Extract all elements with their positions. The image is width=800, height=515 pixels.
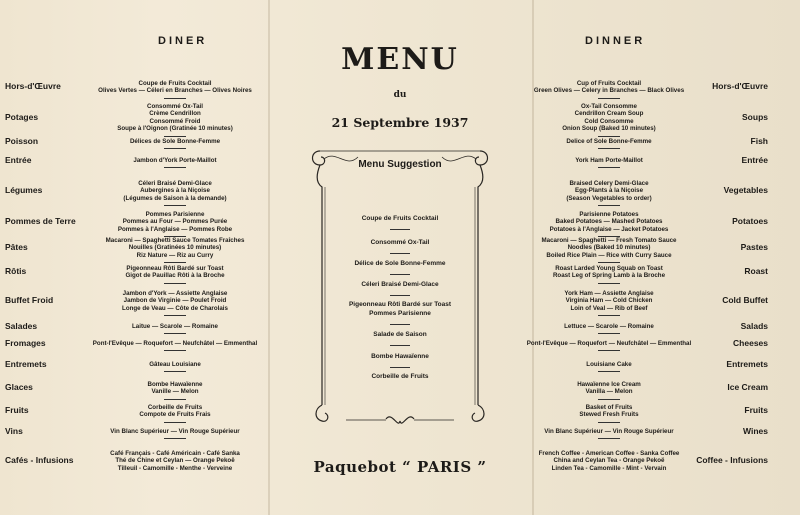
left-menu-item: Compote de Fruits Frais xyxy=(139,411,211,419)
left-menu-item: Café Français - Café Américain - Café Sanka xyxy=(110,450,240,457)
right-course-category: Roast xyxy=(744,266,768,277)
left-menu-item: Vanille — Melon xyxy=(151,388,199,396)
right-menu-item: Louisiane Cake xyxy=(586,361,632,368)
suggestion-title: Menu Suggestion xyxy=(358,159,442,170)
right-course-separator xyxy=(598,350,620,351)
right-course-items xyxy=(509,265,709,280)
left-menu-item: Nouilles (Gratinées 10 minutes) xyxy=(128,244,222,252)
right-menu-item: Delice of Sole Bonne-Femme xyxy=(566,138,652,145)
left-menu-item: Longe de Veau — Côte de Charolais xyxy=(122,304,228,312)
right-course-items xyxy=(509,381,709,396)
date-prefix: du xyxy=(393,90,407,100)
right-course-category: Potatoes xyxy=(732,216,768,227)
right-menu-item: Vin Blanc Supérieur — Vin Rouge Supérieur xyxy=(544,428,674,435)
left-menu-item: Jambon d'York Porte-Maillot xyxy=(133,157,217,164)
right-menu-item: Lettuce — Scarole — Romaine xyxy=(564,323,654,330)
ornamental-frame xyxy=(306,143,494,433)
left-course-category: Glaces xyxy=(5,382,33,393)
left-menu-item: Thé de Chine et Ceylan — Orange Pekoë xyxy=(115,457,235,465)
left-course-category: Entrée xyxy=(5,154,32,165)
right-menu-item: York Ham Porte-Maillot xyxy=(575,157,643,164)
right-course-category: Hors-d'Œuvre xyxy=(712,81,768,92)
left-menu-item: Soupe à l'Oignon (Gratinée 10 minutes) xyxy=(117,125,233,133)
left-course-category: Rôtis xyxy=(5,266,27,277)
left-menu-item: Riz Nature — Riz au Curry xyxy=(136,251,214,259)
left-menu-item: Consommé Froid xyxy=(149,117,201,125)
left-menu-item: Pommes à l'Anglaise — Pommes Robe xyxy=(117,225,233,233)
suggestion-separator xyxy=(390,345,410,346)
left-course-category: Poisson xyxy=(5,135,39,146)
ship-name: Paquebot “ PARIS ” xyxy=(313,458,487,476)
left-heading: DINER xyxy=(158,35,208,47)
right-course-items xyxy=(509,340,709,347)
left-menu-item: Macaroni — Spaghetti Sauce Tomates Fraîches xyxy=(105,237,245,244)
left-course-category: Buffet Froid xyxy=(5,295,54,306)
left-course-category: Pommes de Terre xyxy=(5,216,76,227)
left-course-items xyxy=(75,361,275,368)
right-course-category: Cold Buffet xyxy=(722,295,768,306)
right-heading: DINNER xyxy=(585,35,646,47)
right-menu-item: Parisienne Potatoes xyxy=(579,211,639,218)
left-course-items xyxy=(75,340,275,347)
right-course-category: Pastes xyxy=(740,242,768,253)
left-menu-item: Pommes au Four — Pommes Purée xyxy=(122,218,228,226)
right-course-category: Wines xyxy=(743,425,768,436)
left-menu-item: Aubergines à la Niçoise xyxy=(140,187,210,195)
left-course-category: Vins xyxy=(5,425,23,436)
left-course-category: Pâtes xyxy=(5,242,28,253)
left-course-category: Entremets xyxy=(5,358,47,369)
right-menu-item: Potatoes à l'Anglaise — Jacket Potatoes xyxy=(549,225,669,233)
left-menu-item: Gâteau Louisiane xyxy=(149,361,201,368)
left-menu-item: (Légumes de Saison à la demande) xyxy=(123,194,227,202)
left-course-category: Potages xyxy=(5,111,39,122)
left-menu-item: Vin Blanc Supérieur — Vin Rouge Supérieur xyxy=(110,428,240,435)
left-course-items xyxy=(75,180,275,202)
right-course-separator xyxy=(598,136,620,137)
right-course-separator xyxy=(598,438,620,439)
left-menu-item: Laitue — Scarole — Romaine xyxy=(132,323,218,330)
right-course-separator xyxy=(598,422,620,423)
left-course-separator xyxy=(164,136,186,137)
suggestion-item: Coupe de Fruits Cocktail xyxy=(361,215,439,222)
right-course-category: Entremets xyxy=(726,358,768,369)
left-menu-item: Bombe Hawaïenne xyxy=(147,381,203,388)
left-menu-item: Pont-l'Evêque — Roquefort — Neufchâtel — Emmenthal xyxy=(92,340,258,347)
left-course-separator xyxy=(164,422,186,423)
right-menu-item: China and Ceylan Tea - Orange Pekoë xyxy=(553,457,665,465)
suggestion-separator xyxy=(390,324,410,325)
suggestion-item: Consommé Ox-Tail xyxy=(370,239,430,246)
right-course-category: Coffee - Infusions xyxy=(696,455,768,466)
left-course-category: Fruits xyxy=(5,405,29,416)
right-menu-item: Onion Soup (Baked 10 minutes) xyxy=(562,125,656,133)
right-course-category: Cheeses xyxy=(733,337,768,348)
left-menu-item: Délices de Sole Bonne-Femme xyxy=(129,138,221,145)
right-menu-item: Roast Larded Young Squab on Toast xyxy=(555,265,663,272)
right-menu-item: Virginia Ham — Cold Chicken xyxy=(565,297,653,305)
suggestion-item: Délice de Sole Bonne-Femme xyxy=(354,260,446,267)
right-course-category: Vegetables xyxy=(723,185,768,196)
right-menu-item: Egg-Plants à la Niçoise xyxy=(574,187,644,195)
right-menu-item: Noodles (Baked 10 minutes) xyxy=(567,244,651,252)
right-course-items xyxy=(509,428,709,435)
left-course-category: Salades xyxy=(5,320,38,331)
right-course-separator xyxy=(598,399,620,400)
right-course-separator xyxy=(598,205,620,206)
right-menu-item: Cup of Fruits Cocktail xyxy=(576,80,642,87)
left-course-items xyxy=(75,323,275,330)
left-course-items xyxy=(75,265,275,280)
suggestion-item: Pommes Parisienne xyxy=(369,310,431,317)
right-menu-item: Hawaïenne Ice Cream xyxy=(577,381,641,388)
left-course-category: Cafés - Infusions xyxy=(5,455,74,466)
left-course-category: Légumes xyxy=(5,185,43,196)
suggestion-separator xyxy=(390,295,410,296)
right-menu-item: Baked Potatoes — Mashed Potatoes xyxy=(555,218,663,226)
suggestion-separator xyxy=(390,253,410,254)
left-menu-item: Céleri Braisé Demi-Glace xyxy=(138,180,212,187)
right-course-items xyxy=(509,180,709,202)
right-course-category: Ice Cream xyxy=(727,382,768,393)
right-course-items xyxy=(509,404,709,419)
right-menu-item: Green Olives — Celery in Branches — Black Olives xyxy=(533,87,685,95)
right-menu-item: French Coffee - American Coffee - Sanka Coffee xyxy=(538,450,680,457)
menu-title: MENU xyxy=(341,42,459,77)
left-course-items xyxy=(75,428,275,435)
right-course-category: Entrée xyxy=(741,154,768,165)
left-menu-item: Corbeille de Fruits xyxy=(147,404,203,411)
right-menu-item: Loin of Veal — Rib of Beef xyxy=(570,304,648,312)
right-menu-item: Macaroni — Spaghetti — Fresh Tomato Sauce xyxy=(541,237,677,244)
right-course-items xyxy=(509,361,709,368)
right-menu-item: York Ham — Assiette Anglaise xyxy=(564,290,654,297)
left-menu-item: Tilleuil - Camomille - Menthe - Verveine xyxy=(117,464,233,472)
suggestion-separator xyxy=(390,367,410,368)
right-menu-item: Stewed Fresh Fruits xyxy=(579,411,639,419)
right-menu-item: Ox-Tail Consomme xyxy=(581,103,637,110)
suggestion-separator xyxy=(390,274,410,275)
left-course-separator xyxy=(164,438,186,439)
suggestion-item: Corbeille de Fruits xyxy=(371,373,429,380)
right-menu-item: Pont-l'Evêque — Roquefort — Neufchâtel — Emmenthal xyxy=(526,340,692,347)
suggestion-item: Bombe Hawaïenne xyxy=(371,353,429,360)
left-menu-item: Jambon de Virginie — Poulet Froid xyxy=(123,297,227,305)
menu-date: 21 Septembre 1937 xyxy=(331,115,469,130)
right-course-separator xyxy=(598,148,620,149)
right-menu-item: Cendrillon Cream Soup xyxy=(574,110,644,118)
left-menu-item: Olives Vertes — Céleri en Branches — Olives Noires xyxy=(98,87,252,95)
right-menu-item: Braised Celery Demi-Glace xyxy=(569,180,649,187)
left-menu-item: Coupe de Fruits Cocktail xyxy=(138,80,212,87)
left-course-category: Fromages xyxy=(5,337,46,348)
right-course-category: Soups xyxy=(742,111,768,122)
left-menu-item: Crème Cendrillon xyxy=(149,110,201,118)
left-menu-item: Pommes Parisienne xyxy=(145,211,205,218)
suggestion-item: Pigeonneau Rôti Bardé sur Toast xyxy=(348,301,452,308)
left-menu-item: Pigeonneau Rôti Bardé sur Toast xyxy=(126,265,224,272)
right-course-items xyxy=(509,323,709,330)
left-course-items xyxy=(75,404,275,419)
right-menu-item: Basket of Fruits xyxy=(585,404,633,411)
right-menu-item: Boiled Rice Plain — Rice with Curry Sauce xyxy=(546,251,672,259)
left-course-items xyxy=(75,381,275,396)
right-course-category: Salads xyxy=(740,320,768,331)
right-menu-item: Vanilla — Melon xyxy=(585,388,633,396)
right-menu-item: (Season Vegetables to order) xyxy=(566,194,652,202)
left-course-separator xyxy=(164,205,186,206)
right-menu-item: Roast Leg of Spring Lamb à la Broche xyxy=(552,272,666,280)
right-course-category: Fruits xyxy=(744,405,768,416)
left-course-separator xyxy=(164,350,186,351)
left-course-separator xyxy=(164,399,186,400)
right-menu-item: Linden Tea - Camomille - Mint - Vervain xyxy=(551,464,667,472)
suggestion-item: Céleri Braisé Demi-Glace xyxy=(361,281,439,288)
right-course-category: Fish xyxy=(750,135,768,146)
right-course-items xyxy=(509,138,709,145)
left-menu-item: Consommé Ox-Tail xyxy=(147,103,203,110)
left-menu-item: Jambon d'York — Assiette Anglaise xyxy=(122,290,228,297)
left-course-items xyxy=(75,138,275,145)
suggestion-separator xyxy=(390,229,410,230)
left-course-category: Hors-d'Œuvre xyxy=(5,81,61,92)
right-menu-item: Cold Consomme xyxy=(584,117,634,125)
left-course-separator xyxy=(164,148,186,149)
left-menu-item: Gigot de Pauillac Rôti à la Broche xyxy=(125,272,225,280)
suggestion-item: Salade de Saison xyxy=(373,331,427,338)
